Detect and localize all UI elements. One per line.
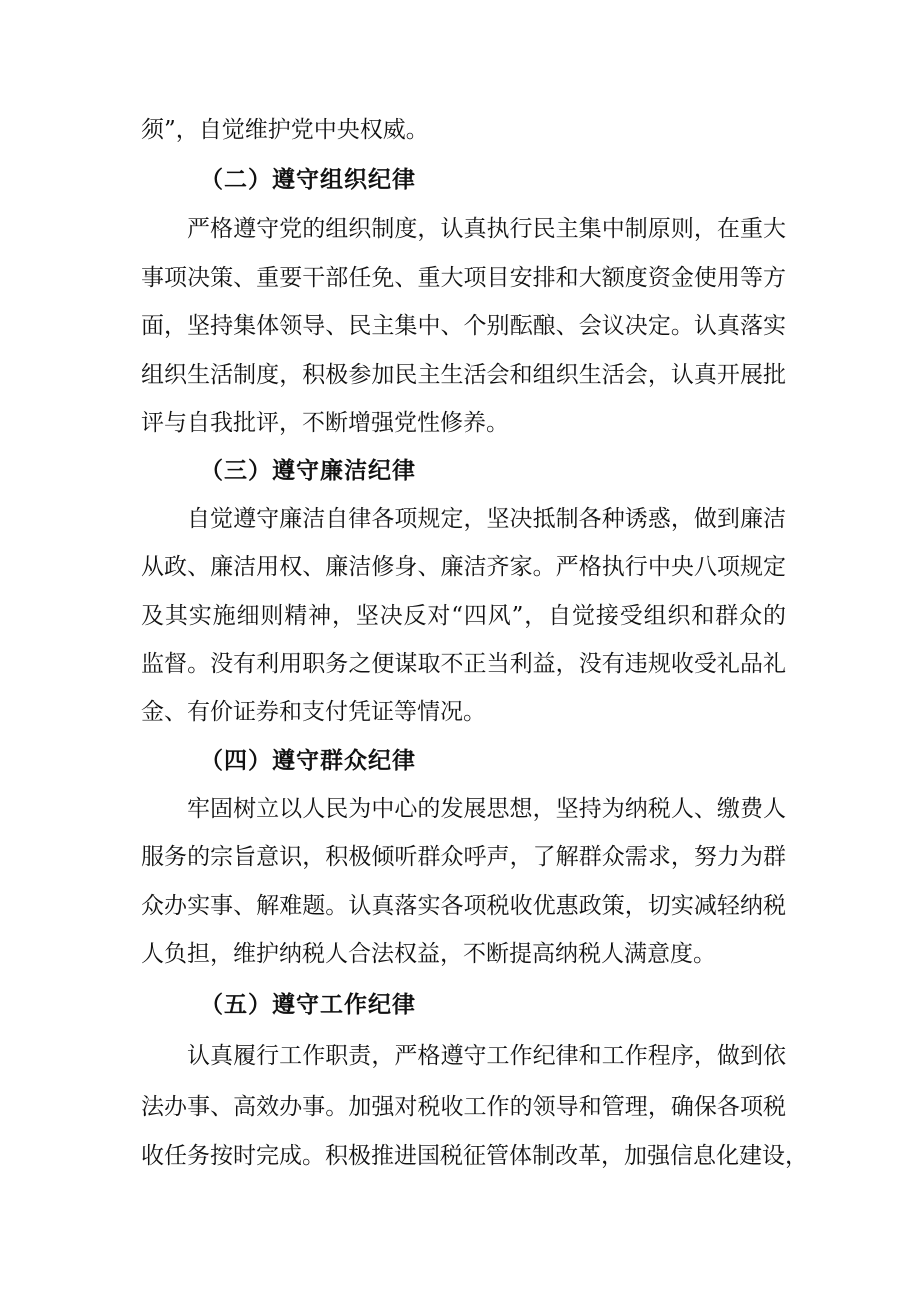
paragraph-line: 从政、廉洁用权、廉洁修身、廉洁齐家。严格执行中央八项规定 — [141, 554, 786, 580]
paragraph-line: 及其实施细则精神，坚决反对“四风”，自觉接受组织和群众的 — [141, 603, 786, 629]
section-heading-work: （五）遵守工作纪律 — [200, 992, 416, 1018]
paragraph-line: 评与自我批评，不断增强党性修养。 — [141, 410, 509, 436]
paragraph-line: 牢固树立以人民为中心的发展思想，坚持为纳税人、缴费人 — [187, 796, 786, 822]
paragraph-line: 法办事、高效办事。加强对税收工作的领导和管理，确保各项税 — [141, 1094, 786, 1120]
paragraph-line: 收任务按时完成。积极推进国税征管体制改革，加强信息化建设， — [141, 1143, 808, 1169]
paragraph-line: 严格遵守党的组织制度，认真执行民主集中制原则，在重大 — [187, 216, 786, 242]
paragraph-line: 服务的宗旨意识，积极倾听群众呼声，了解群众需求，努力为群 — [141, 844, 786, 870]
intro-tail-line: 须”，自觉维护党中央权威。 — [141, 117, 429, 143]
paragraph-line: 监督。没有利用职务之便谋取不正当利益，没有违规收受礼品礼 — [141, 651, 786, 677]
paragraph-line: 组织生活制度，积极参加民主生活会和组织生活会，认真开展批 — [141, 362, 786, 388]
paragraph-line: 自觉遵守廉洁自律各项规定，坚决抵制各种诱惑，做到廉洁 — [187, 506, 786, 532]
section-heading-masses: （四）遵守群众纪律 — [200, 748, 416, 774]
paragraph-line: 人负担，维护纳税人合法权益，不断提高纳税人满意度。 — [141, 941, 716, 967]
paragraph-line: 事项决策、重要干部任免、重大项目安排和大额度资金使用等方 — [141, 265, 786, 291]
paragraph-line: 面，坚持集体领导、民主集中、个别酝酿、会议决定。认真落实 — [141, 313, 786, 339]
paragraph-line: 众办实事、解难题。认真落实各项税收优惠政策，切实减轻纳税 — [141, 893, 786, 919]
section-heading-integrity: （三）遵守廉洁纪律 — [200, 458, 416, 484]
paragraph-line: 金、有价证券和支付凭证等情况。 — [141, 699, 486, 725]
section-heading-organization: （二）遵守组织纪律 — [200, 167, 416, 193]
paragraph-line: 认真履行工作职责，严格遵守工作纪律和工作程序，做到依 — [187, 1043, 786, 1069]
